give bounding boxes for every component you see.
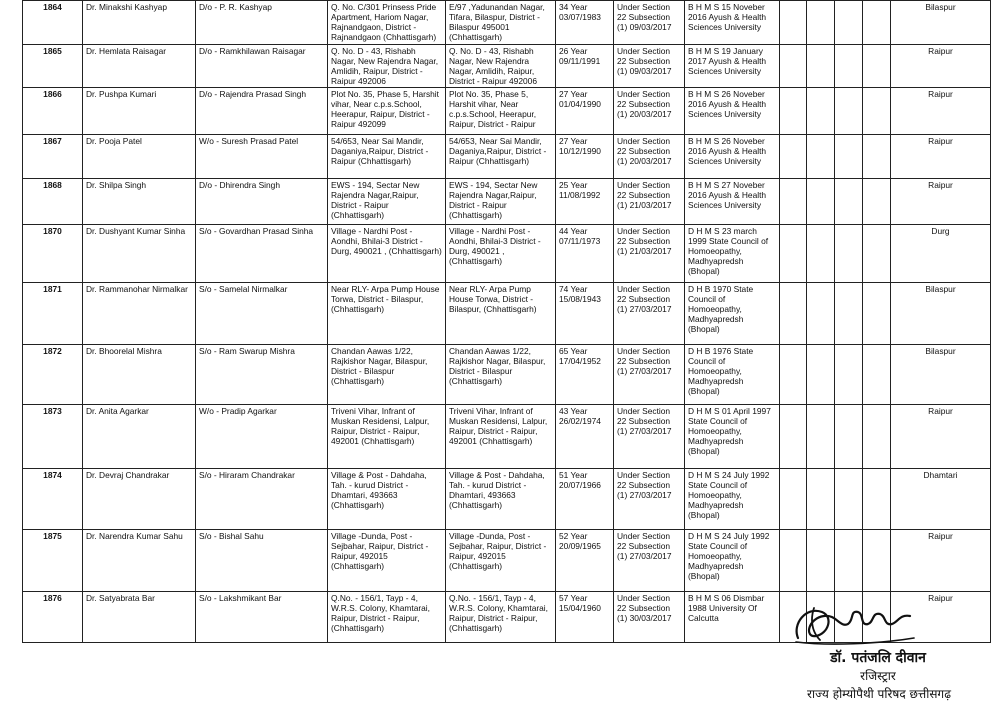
district-cell: Raipur xyxy=(891,592,991,643)
correspondence-address-cell: Q. No. D - 43, Rishabh Nagar, New Rajendra Nagar, Amlidih, Raipur, District - Raipur 492006 xyxy=(446,45,556,88)
permanent-address-cell: EWS - 194, Sectar New Rajendra Nagar,Raipur, District - Raipur (Chhattisgarh) xyxy=(328,179,446,225)
empty-cell xyxy=(780,88,807,135)
register-table xyxy=(22,0,991,643)
registration-section-cell: Under Section 22 Subsection (1) 30/03/2017 xyxy=(614,592,685,643)
registration-section-cell: Under Section 22 Subsection (1) 21/03/2017 xyxy=(614,225,685,283)
correspondence-address-cell: Chandan Aawas 1/22, Rajkishor Nagar, Bilaspur, District - Bilaspur (Chhattisgarh) xyxy=(446,345,556,405)
table-row xyxy=(23,283,991,345)
empty-cell xyxy=(807,405,835,469)
empty-cell xyxy=(863,45,891,88)
empty-cell xyxy=(780,469,807,530)
relation-cell: D/o - Rajendra Prasad Singh xyxy=(196,88,328,135)
registration-section-cell: Under Section 22 Subsection (1) 27/03/2017 xyxy=(614,530,685,592)
permanent-address-cell: Q. No. D - 43, Rishabh Nagar, New Rajendra Nagar, Amlidih, Raipur, District - Raipur 492006 xyxy=(328,45,446,88)
district-cell: Raipur xyxy=(891,179,991,225)
signatory-name: डॉ. पतंजलि दीवान xyxy=(830,650,926,666)
table-row xyxy=(23,405,991,469)
signature-block xyxy=(760,598,998,710)
serial-number-cell: 1876 xyxy=(23,592,83,643)
permanent-address-cell: Near RLY- Arpa Pump House Torwa, District - Bilaspur, (Chhattisgarh) xyxy=(328,283,446,345)
name-cell: Dr. Shilpa Singh xyxy=(83,179,196,225)
relation-cell: W/o - Pradip Agarkar xyxy=(196,405,328,469)
serial-number-cell: 1875 xyxy=(23,530,83,592)
permanent-address-cell: Village & Post - Dahdaha, Tah. - kurud District - Dhamtari, 493663 (Chhattisgarh) xyxy=(328,469,446,530)
empty-cell xyxy=(835,283,863,345)
relation-cell: S/o - Hiraram Chandrakar xyxy=(196,469,328,530)
table-row xyxy=(23,225,991,283)
signature-mark xyxy=(788,598,918,650)
empty-cell xyxy=(863,345,891,405)
district-cell: Raipur xyxy=(891,45,991,88)
table-row xyxy=(23,530,991,592)
relation-cell: S/o - Ram Swarup Mishra xyxy=(196,345,328,405)
qualification-cell: B H M S 26 Noveber 2016 Ayush & Health Sciences University xyxy=(685,88,780,135)
district-cell: Raipur xyxy=(891,88,991,135)
qualification-cell: D H M S 23 march 1999 State Council of Homoeopathy, Madhyapredsh (Bhopal) xyxy=(685,225,780,283)
empty-cell xyxy=(807,1,835,45)
district-cell: Durg xyxy=(891,225,991,283)
age-dob-cell: 25 Year 11/08/1992 xyxy=(556,179,614,225)
empty-cell xyxy=(863,530,891,592)
empty-cell xyxy=(780,135,807,179)
age-dob-cell: 74 Year 15/08/1943 xyxy=(556,283,614,345)
table-row xyxy=(23,179,991,225)
qualification-cell: D H M S 24 July 1992 State Council of Homoeopathy, Madhyapredsh (Bhopal) xyxy=(685,469,780,530)
name-cell: Dr. Rammanohar Nirmalkar xyxy=(83,283,196,345)
relation-cell: D/o - Dhirendra Singh xyxy=(196,179,328,225)
age-dob-cell: 44 Year 07/11/1973 xyxy=(556,225,614,283)
correspondence-address-cell: Village -Dunda, Post - Sejbahar, Raipur, District - Raipur, 492015 (Chhattisgarh) xyxy=(446,530,556,592)
name-cell: Dr. Hemlata Raisagar xyxy=(83,45,196,88)
permanent-address-cell: Village - Nardhi Post - Aondhi, Bhilai-3 District - Durg, 490021 , (Chhattisgarh) xyxy=(328,225,446,283)
signatory-organization: राज्य होम्योपैथी परिषद छत्तीसगढ़ xyxy=(807,687,951,701)
empty-cell xyxy=(780,283,807,345)
permanent-address-cell: Q. No. C/301 Prinsess Pride Apartment, Hariom Nagar, Rajnandgaon, District - Rajnandgaon (Chhattisgarh) xyxy=(328,1,446,45)
empty-cell xyxy=(863,1,891,45)
empty-cell xyxy=(780,345,807,405)
registration-section-cell: Under Section 22 Subsection (1) 27/03/2017 xyxy=(614,283,685,345)
empty-cell xyxy=(863,405,891,469)
registration-section-cell: Under Section 22 Subsection (1) 09/03/2017 xyxy=(614,1,685,45)
registration-section-cell: Under Section 22 Subsection (1) 21/03/2017 xyxy=(614,179,685,225)
permanent-address-cell: Q.No. - 156/1, Tayp - 4, W.R.S. Colony, Khamtarai, Raipur, District - Raipur, (Chhattisgarh) xyxy=(328,592,446,643)
district-cell: Raipur xyxy=(891,135,991,179)
correspondence-address-cell: Near RLY- Arpa Pump House Torwa, District - Bilaspur, (Chhattisgarh) xyxy=(446,283,556,345)
qualification-cell: B H M S 26 Noveber 2016 Ayush & Health Sciences University xyxy=(685,135,780,179)
district-cell: Bilaspur xyxy=(891,283,991,345)
empty-cell xyxy=(780,225,807,283)
empty-cell xyxy=(807,530,835,592)
relation-cell: S/o - Samelal Nirmalkar xyxy=(196,283,328,345)
table-row xyxy=(23,45,991,88)
age-dob-cell: 51 Year 20/07/1966 xyxy=(556,469,614,530)
empty-cell xyxy=(807,88,835,135)
name-cell: Dr. Narendra Kumar Sahu xyxy=(83,530,196,592)
correspondence-address-cell: Q.No. - 156/1, Tayp - 4, W.R.S. Colony, Khamtarai, Raipur, District - Raipur, (Chhattisgarh) xyxy=(446,592,556,643)
empty-cell xyxy=(863,88,891,135)
name-cell: Dr. Devraj Chandrakar xyxy=(83,469,196,530)
empty-cell xyxy=(807,135,835,179)
district-cell: Raipur xyxy=(891,530,991,592)
empty-cell xyxy=(835,530,863,592)
empty-cell xyxy=(780,45,807,88)
empty-cell xyxy=(835,469,863,530)
serial-number-cell: 1868 xyxy=(23,179,83,225)
table-row xyxy=(23,135,991,179)
registration-section-cell: Under Section 22 Subsection (1) 09/03/2017 xyxy=(614,45,685,88)
permanent-address-cell: Plot No. 35, Phase 5, Harshit vihar, Near c.p.s.School, Heerapur, Raipur, District - Raipur 492099 xyxy=(328,88,446,135)
empty-cell xyxy=(807,283,835,345)
empty-cell xyxy=(780,530,807,592)
age-dob-cell: 65 Year 17/04/1952 xyxy=(556,345,614,405)
serial-number-cell: 1871 xyxy=(23,283,83,345)
permanent-address-cell: Triveni Vihar, Infrant of Muskan Residensi, Lalpur, Raipur, District - Raipur, 492001 (Chhattisgarh) xyxy=(328,405,446,469)
qualification-cell: D H M S 24 July 1992 State Council of Homoeopathy, Madhyapredsh (Bhopal) xyxy=(685,530,780,592)
empty-cell xyxy=(780,405,807,469)
registration-section-cell: Under Section 22 Subsection (1) 27/03/2017 xyxy=(614,469,685,530)
serial-number-cell: 1874 xyxy=(23,469,83,530)
empty-cell xyxy=(835,179,863,225)
district-cell: Dhamtari xyxy=(891,469,991,530)
correspondence-address-cell: Village - Nardhi Post - Aondhi, Bhilai-3 District - Durg, 490021 , (Chhattisgarh) xyxy=(446,225,556,283)
age-dob-cell: 43 Year 26/02/1974 xyxy=(556,405,614,469)
serial-number-cell: 1865 xyxy=(23,45,83,88)
correspondence-address-cell: Triveni Vihar, Infrant of Muskan Residensi, Lalpur, Raipur, District - Raipur, 492001 (Chhattisgarh) xyxy=(446,405,556,469)
qualification-cell: D H B 1976 State Council of Homoeopathy, Madhyapredsh (Bhopal) xyxy=(685,345,780,405)
age-dob-cell: 34 Year 03/07/1983 xyxy=(556,1,614,45)
empty-cell xyxy=(835,405,863,469)
qualification-cell: B H M S 19 January 2017 Ayush & Health Sciences University xyxy=(685,45,780,88)
relation-cell: W/o - Suresh Prasad Patel xyxy=(196,135,328,179)
registration-section-cell: Under Section 22 Subsection (1) 20/03/2017 xyxy=(614,88,685,135)
empty-cell xyxy=(863,469,891,530)
serial-number-cell: 1870 xyxy=(23,225,83,283)
empty-cell xyxy=(780,179,807,225)
registration-section-cell: Under Section 22 Subsection (1) 27/03/2017 xyxy=(614,405,685,469)
age-dob-cell: 27 Year 01/04/1990 xyxy=(556,88,614,135)
correspondence-address-cell: Plot No. 35, Phase 5, Harshit vihar, Near c.p.s.School, Heerapur, Raipur, District - Raipur xyxy=(446,88,556,135)
serial-number-cell: 1873 xyxy=(23,405,83,469)
age-dob-cell: 57 Year 15/04/1960 xyxy=(556,592,614,643)
empty-cell xyxy=(863,179,891,225)
register-body xyxy=(23,1,991,643)
correspondence-address-cell: E/97 ,Yadunandan Nagar, Tifara, Bilaspur, District - Bilaspur 495001 (Chhattisgarh) xyxy=(446,1,556,45)
name-cell: Dr. Minakshi Kashyap xyxy=(83,1,196,45)
permanent-address-cell: Village -Dunda, Post - Sejbahar, Raipur, District - Raipur, 492015 (Chhattisgarh) xyxy=(328,530,446,592)
correspondence-address-cell: 54/653, Near Sai Mandir, Daganiya,Raipur, District - Raipur (Chhattisgarh) xyxy=(446,135,556,179)
permanent-address-cell: Chandan Aawas 1/22, Rajkishor Nagar, Bilaspur, District - Bilaspur (Chhattisgarh) xyxy=(328,345,446,405)
table-row xyxy=(23,469,991,530)
empty-cell xyxy=(835,225,863,283)
registration-section-cell: Under Section 22 Subsection (1) 20/03/2017 xyxy=(614,135,685,179)
serial-number-cell: 1864 xyxy=(23,1,83,45)
district-cell: Bilaspur xyxy=(891,345,991,405)
qualification-cell: D H M S 01 April 1997 State Council of Homoeopathy, Madhyapredsh (Bhopal) xyxy=(685,405,780,469)
empty-cell xyxy=(835,88,863,135)
qualification-cell: B H M S 06 Dismbar 1988 University Of Calcutta xyxy=(685,592,780,643)
empty-cell xyxy=(807,225,835,283)
name-cell: Dr. Pooja Patel xyxy=(83,135,196,179)
empty-cell xyxy=(807,469,835,530)
correspondence-address-cell: EWS - 194, Sectar New Rajendra Nagar,Raipur, District - Raipur (Chhattisgarh) xyxy=(446,179,556,225)
empty-cell xyxy=(807,345,835,405)
qualification-cell: B H M S 15 Noveber 2016 Ayush & Health Sciences University xyxy=(685,1,780,45)
empty-cell xyxy=(835,45,863,88)
empty-cell xyxy=(807,179,835,225)
table-row xyxy=(23,1,991,45)
qualification-cell: B H M S 27 Noveber 2016 Ayush & Health Sciences University xyxy=(685,179,780,225)
correspondence-address-cell: Village & Post - Dahdaha, Tah. - kurud District - Dhamtari, 493663 (Chhattisgarh) xyxy=(446,469,556,530)
name-cell: Dr. Pushpa Kumari xyxy=(83,88,196,135)
age-dob-cell: 27 Year 10/12/1990 xyxy=(556,135,614,179)
age-dob-cell: 52 Year 20/09/1965 xyxy=(556,530,614,592)
district-cell: Bilaspur xyxy=(891,1,991,45)
relation-cell: D/o - P. R. Kashyap xyxy=(196,1,328,45)
empty-cell xyxy=(863,135,891,179)
empty-cell xyxy=(863,283,891,345)
signatory-designation: रजिस्ट्रार xyxy=(860,669,896,683)
table-row xyxy=(23,88,991,135)
empty-cell xyxy=(835,1,863,45)
relation-cell: S/o - Bishal Sahu xyxy=(196,530,328,592)
empty-cell xyxy=(807,45,835,88)
age-dob-cell: 26 Year 09/11/1991 xyxy=(556,45,614,88)
name-cell: Dr. Satyabrata Bar xyxy=(83,592,196,643)
name-cell: Dr. Anita Agarkar xyxy=(83,405,196,469)
empty-cell xyxy=(835,345,863,405)
table-row xyxy=(23,345,991,405)
serial-number-cell: 1872 xyxy=(23,345,83,405)
empty-cell xyxy=(863,225,891,283)
empty-cell xyxy=(835,135,863,179)
permanent-address-cell: 54/653, Near Sai Mandir, Daganiya,Raipur, District - Raipur (Chhattisgarh) xyxy=(328,135,446,179)
relation-cell: D/o - Ramkhilawan Raisagar xyxy=(196,45,328,88)
relation-cell: S/o - Lakshmikant Bar xyxy=(196,592,328,643)
district-cell: Raipur xyxy=(891,405,991,469)
qualification-cell: D H B 1970 State Council of Homoeopathy, Madhyapredsh (Bhopal) xyxy=(685,283,780,345)
registration-section-cell: Under Section 22 Subsection (1) 27/03/2017 xyxy=(614,345,685,405)
empty-cell xyxy=(780,1,807,45)
serial-number-cell: 1866 xyxy=(23,88,83,135)
name-cell: Dr. Bhoorelal Mishra xyxy=(83,345,196,405)
name-cell: Dr. Dushyant Kumar Sinha xyxy=(83,225,196,283)
serial-number-cell: 1867 xyxy=(23,135,83,179)
relation-cell: S/o - Govardhan Prasad Sinha xyxy=(196,225,328,283)
